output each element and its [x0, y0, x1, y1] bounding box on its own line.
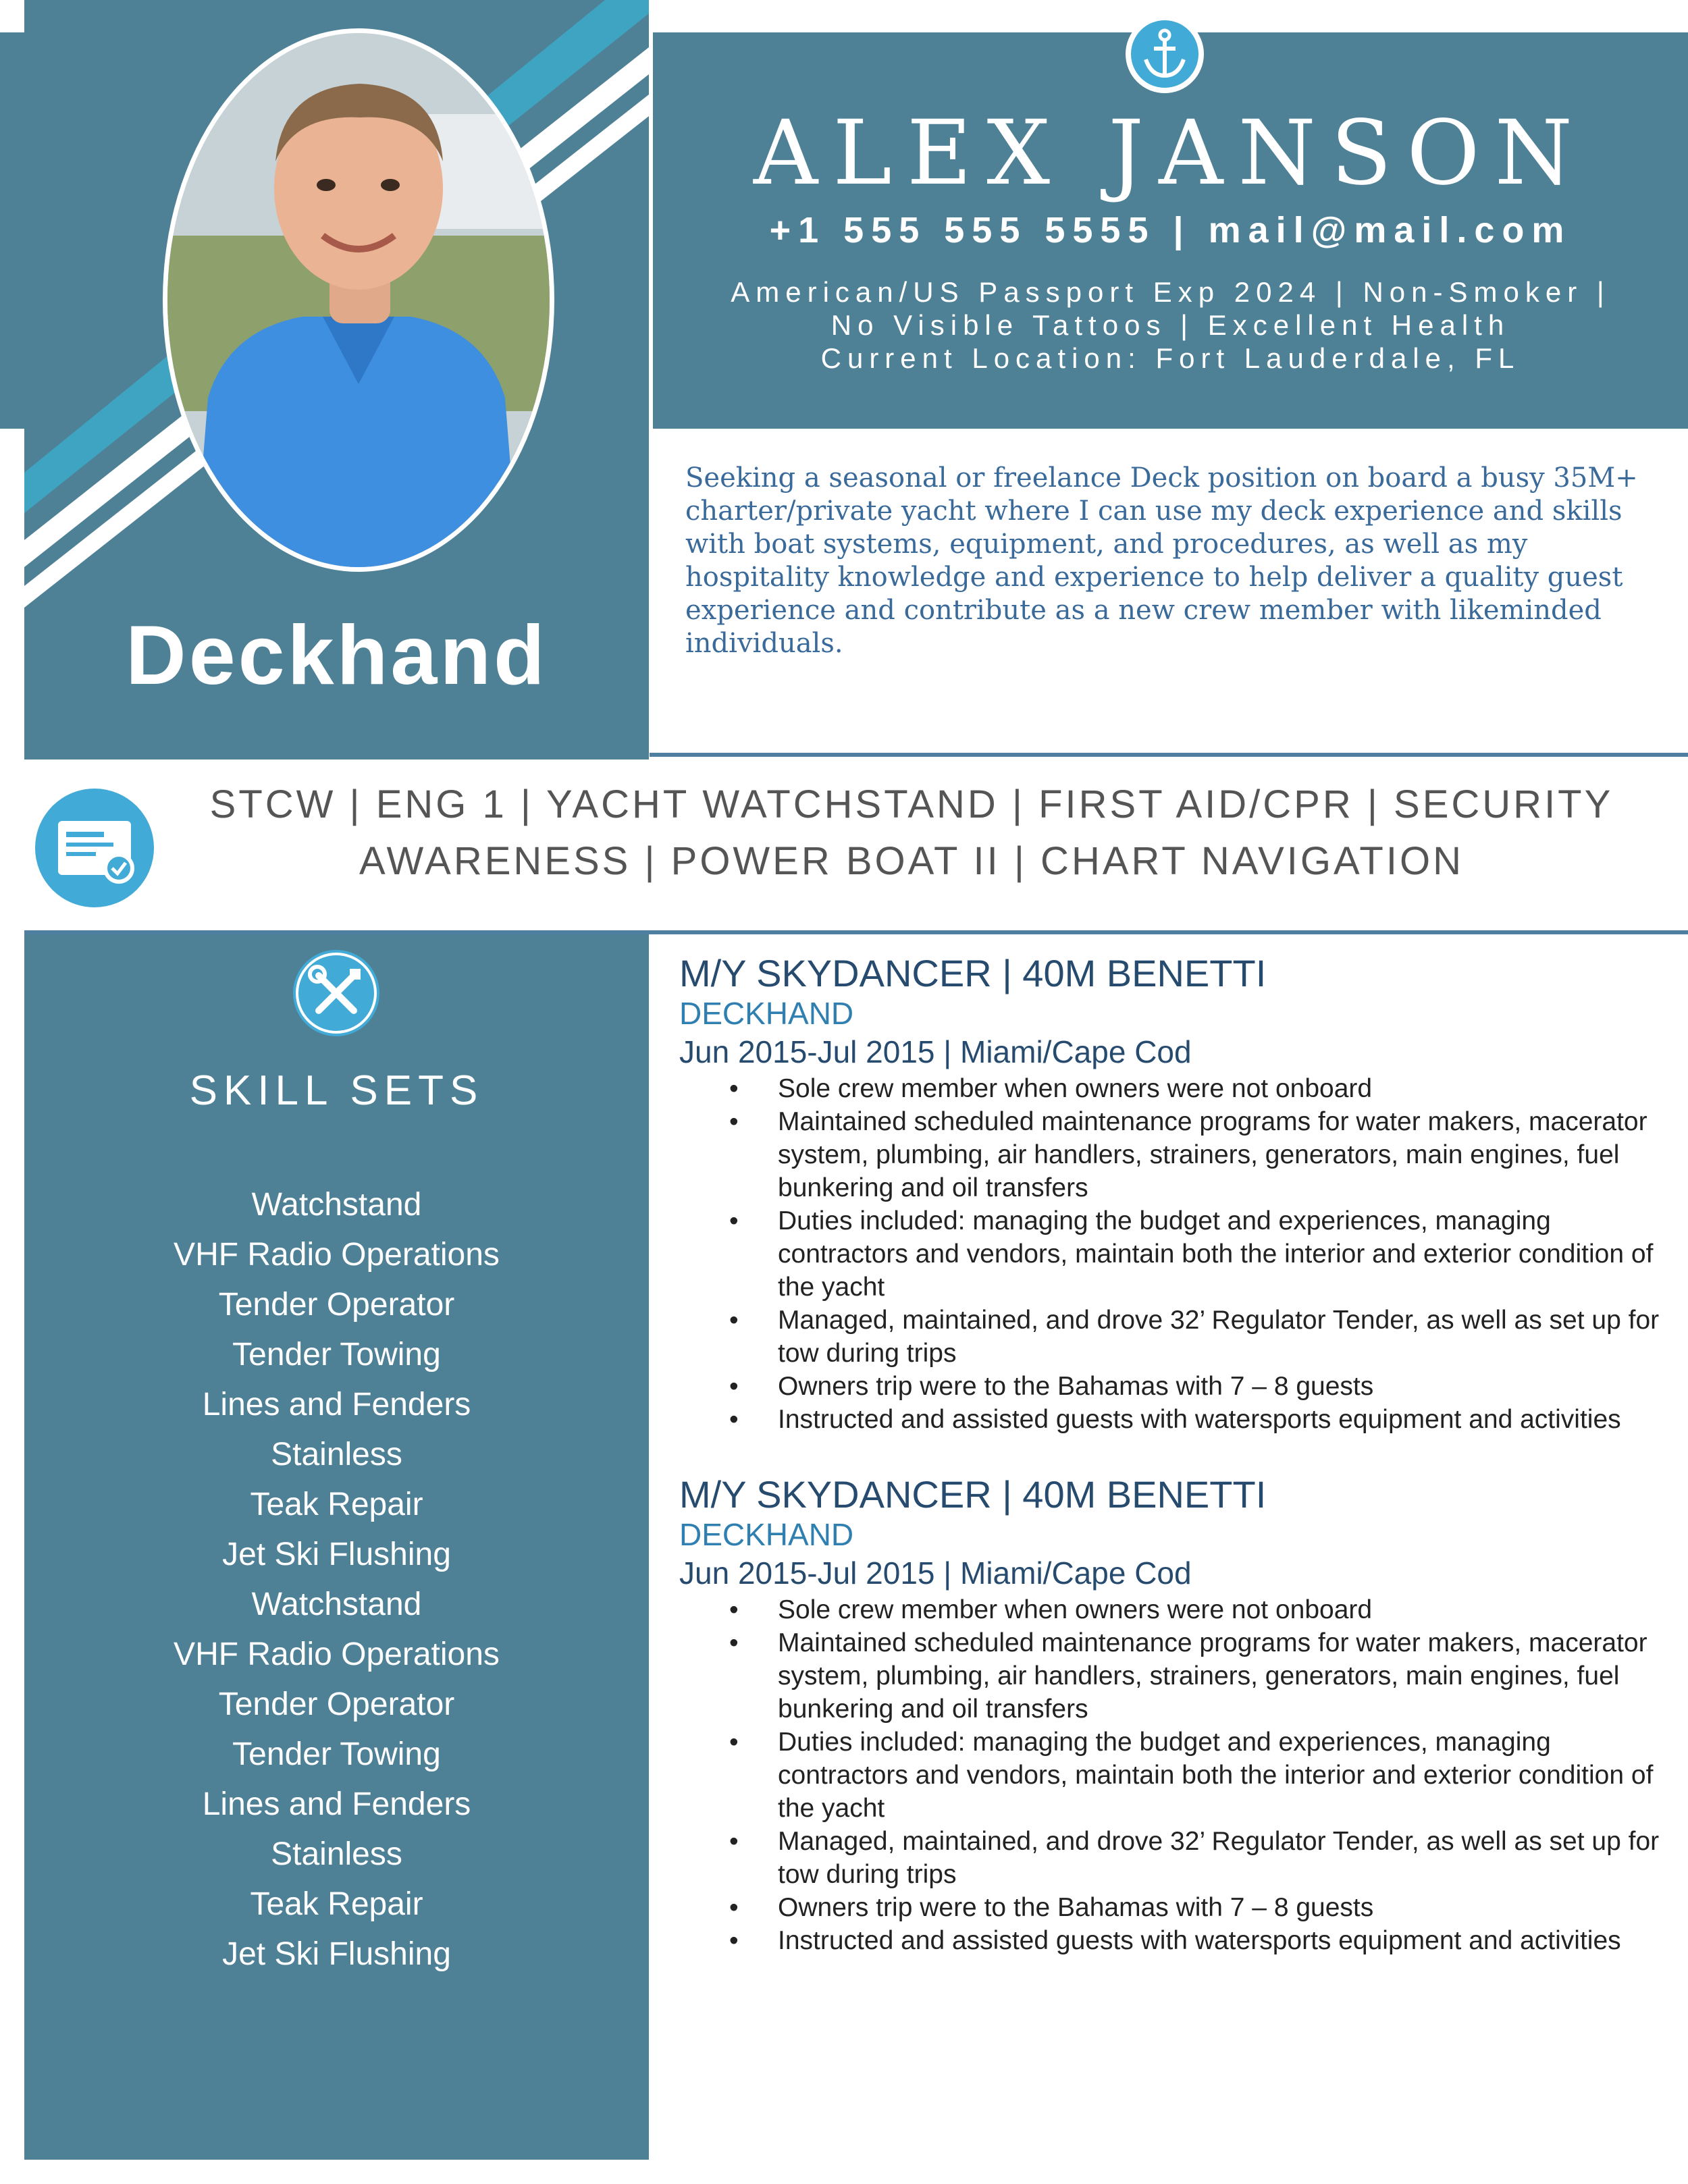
- profile-photo: [163, 28, 554, 572]
- duty-item: • Duties included: managing the budget and experiences, managing contractors and vendors, maintain both the interior and exterior condition of the yacht: [778, 1726, 1672, 1825]
- ship-name: M/Y SKYDANCER | 40M BENETTI: [679, 952, 1267, 994]
- skill-item: Tender Operator: [218, 1686, 455, 1722]
- divider-top: [650, 753, 1688, 757]
- certificate-icon: [35, 789, 154, 907]
- job-title: Deckhand: [126, 609, 548, 702]
- skill-item: VHF Radio Operations: [174, 1636, 500, 1672]
- certifications: [203, 776, 1620, 890]
- anchor-badge: [1126, 15, 1204, 93]
- tools-icon: [293, 950, 379, 1036]
- duty-item: • Sole crew member when owners were not onboard: [778, 1072, 1672, 1105]
- duty-item: • Owners trip were to the Bahamas with 7 – 8 guests: [778, 1891, 1672, 1924]
- details-line: No Visible Tattoos | Excellent Health: [830, 309, 1510, 341]
- skill-item: Lines and Fenders: [202, 1387, 471, 1422]
- duty-item: • Owners trip were to the Bahamas with 7 – 8 guests: [778, 1370, 1672, 1403]
- duty-item: • Managed, maintained, and drove 32’ Regulator Tender, as well as set up for tow during trips: [778, 1825, 1672, 1891]
- skill-item: Watchstand: [251, 1187, 422, 1223]
- job-dates: Jun 2015-Jul 2015 | Miami/Cape Cod: [679, 1034, 1192, 1069]
- experience-entry: [679, 952, 1672, 1436]
- duty-item: • Managed, maintained, and drove 32’ Regulator Tender, as well as set up for tow during trips: [778, 1304, 1672, 1370]
- duty-item: • Instructed and assisted guests with watersports equipment and activities: [778, 1924, 1672, 1957]
- duties-list: [679, 1593, 1672, 1957]
- job-dates: Jun 2015-Jul 2015 | Miami/Cape Cod: [679, 1555, 1192, 1591]
- skills-heading: SKILL SETS: [189, 1067, 484, 1114]
- duty-item: • Duties included: managing the budget and experiences, managing contractors and vendors, maintain both the interior and exterior condition of the yacht: [778, 1204, 1672, 1304]
- skill-item: Jet Ski Flushing: [222, 1936, 451, 1972]
- skill-item: Tender Towing: [232, 1736, 441, 1772]
- skill-item: Stainless: [271, 1836, 402, 1872]
- skill-item: Tender Towing: [232, 1337, 441, 1373]
- skills-list: [24, 1180, 649, 1979]
- job-role: DECKHAND: [679, 1517, 854, 1552]
- personal-details: [653, 275, 1688, 375]
- person-name: ALEX JANSON: [753, 101, 1588, 205]
- skill-item: Teak Repair: [250, 1886, 423, 1922]
- skill-item: Watchstand: [251, 1587, 422, 1622]
- duty-item: • Sole crew member when owners were not onboard: [778, 1593, 1672, 1626]
- job-role: DECKHAND: [679, 996, 854, 1031]
- duty-item: • Maintained scheduled maintenance programs for water makers, macerator system, plumbing, air handlers, strainers, generators, main engines, fuel bunkering and oil transfers: [778, 1105, 1672, 1204]
- skill-item: Stainless: [271, 1437, 402, 1472]
- cert-line: AWARENESS | POWER BOAT II | CHART NAVIGATION: [359, 839, 1464, 883]
- duties-list: [679, 1072, 1672, 1436]
- skill-item: Teak Repair: [250, 1487, 423, 1522]
- cert-line: STCW | ENG 1 | YACHT WATCHSTAND | FIRST AID/CPR | SECURITY: [209, 782, 1614, 826]
- ship-name: M/Y SKYDANCER | 40M BENETTI: [679, 1473, 1267, 1516]
- skill-item: VHF Radio Operations: [174, 1237, 500, 1273]
- person-silhouette: [167, 33, 550, 567]
- duty-item: • Instructed and assisted guests with watersports equipment and activities: [778, 1403, 1672, 1436]
- anchor-icon: [1131, 20, 1198, 88]
- details-line: Current Location: Fort Lauderdale, FL: [820, 342, 1521, 374]
- details-line: American/US Passport Exp 2024 | Non-Smoker |: [731, 276, 1610, 308]
- experience-entry: [679, 1473, 1672, 1957]
- contact-line: +1 555 555 5555 | mail@mail.com: [769, 210, 1572, 250]
- duty-item: • Maintained scheduled maintenance programs for water makers, macerator system, plumbing, air handlers, strainers, generators, main engines, fuel bunkering and oil transfers: [778, 1626, 1672, 1726]
- skill-item: Tender Operator: [218, 1287, 455, 1323]
- skill-item: Jet Ski Flushing: [222, 1537, 451, 1572]
- objective-text: Seeking a seasonal or freelance Deck position on board a busy 35M+ charter/private yacht where I can use my deck experience and skills with boat systems, equipment, and procedures, as well as my hospitality knowledge and experience to help deliver a quality guest experience and contribute as a new crew member with likeminded individuals.: [685, 462, 1638, 659]
- skill-item: Lines and Fenders: [202, 1786, 471, 1822]
